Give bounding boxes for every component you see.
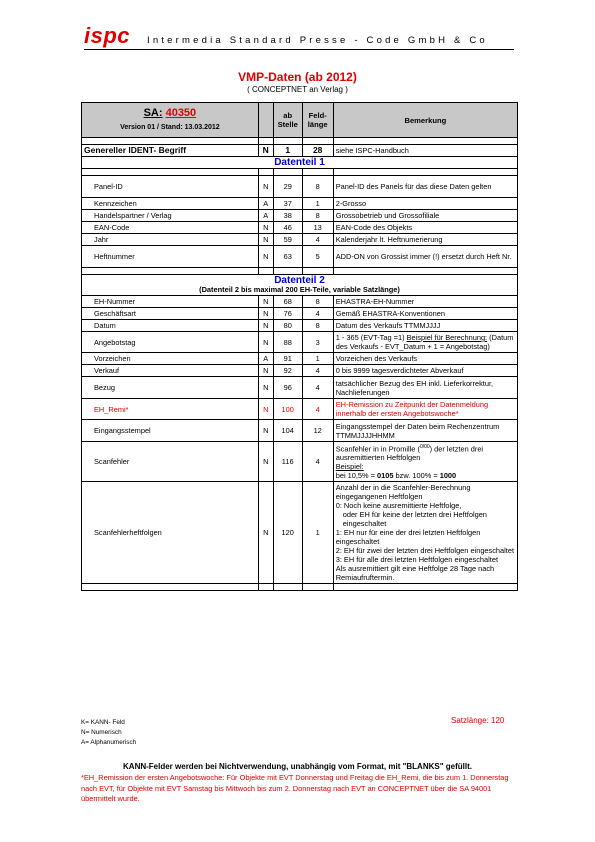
table-row: Verkauf N 92 4 0 bis 9999 tagesverdichteter Abverkauf — [82, 365, 518, 377]
sa-cell — [82, 103, 259, 138]
table-row: Vorzeichen A 91 1 Vorzeichen des Verkaufs — [82, 353, 518, 365]
table-row: Geschäftsart N 76 4 Gemäß EHASTRA-Konventionen — [82, 308, 518, 320]
table-row: Scanfehlerheftfolgen N 120 1 Anzahl der in die Scanfehler-Berechnung eingegangenen Heftfolgen 0: Noch keine ausremittierte Heftfolge, oder EH für keine der letzten drei Heftfolgen eingeschaltet 1: EH nur für eine der drei letzten Heftfolgen eingeschaltet 2: EH für zwei der letzten drei Heftfolgen eingeschaltet 3: EH für alle drei letzten Heftfolgen eingeschaltet Als ausremittiert gilt eine Heftfolge 28 Tage nach Remiaufruftermin. — [82, 482, 518, 584]
table-row: EH_Remi* N 100 4 EH-Remission zu Zeitpunkt der Datenmeldung innerhalb der ersten Angebotswoche* — [82, 399, 518, 420]
table-row: EAN-Code N 46 13 EAN-Code des Objekts — [82, 222, 518, 234]
ispc-logo: ispc — [84, 23, 131, 48]
table-row: Panel-ID N 29 8 Panel-ID des Panels für das diese Daten gelten — [82, 176, 518, 198]
remission-footnote: *EH_Remission der ersten Angebotswoche: Für Objekte mit EVT Donnerstag und Freitag die EH_Remi, die bis zum 1. Donnerstag nach EVT, für Objekte mit EVT Samstag bis Mittwoch bis zum 2. Donnerstag nach EVT an CONCEPTNET über die SA 94001 übermittelt wurde. — [81, 773, 509, 803]
sa-number: 40350 — [165, 106, 197, 119]
table-row: Genereller IDENT- Begriff N 1 28 siehe ISPC-Handbuch — [82, 145, 518, 157]
sa-version: Version 01 / Stand: 13.03.2012 — [120, 123, 220, 131]
table-row: EH-Nummer N 68 8 EHASTRA-EH-Nummer — [82, 296, 518, 308]
record-layout-table — [81, 102, 518, 591]
table-row: Angebotstag N 88 3 1 - 365 (EVT-Tag =1) Beispiel für Berechnung: (Datum des Verkaufs - EVT_Datum + 1 = Angebotstag) — [82, 332, 518, 353]
table-row: Heftnummer N 63 5 ADD-ON von Grossist immer (!) ersetzt durch Heft Nr. — [82, 246, 518, 268]
table-row: Jahr N 59 4 Kalenderjahr lt. Heftnumerierung — [82, 234, 518, 246]
table-row: Handelspartner / Verlag A 38 8 Grossobetrieb und Grossofiliale — [82, 210, 518, 222]
table-row: Kennzeichen A 37 1 2-Grosso — [82, 198, 518, 210]
page-header — [84, 25, 514, 51]
table-row: Scanfehler N 116 4 Scanfehler in in Promille ($^{0/00}$) der letzten drei ausremittierten Heftfolgen Beispiel: bei 10,5% = 0105 bzw. 100% = 1000 — [82, 442, 518, 482]
legend: K= KANN- Feld N= Numerisch A= Alphanumerisch — [81, 719, 137, 746]
document-subtitle: ( CONCEPTNET an Verlag ) — [247, 85, 348, 94]
table-row: Datum N 80 8 Datum des Verkaufs TTMMJJJJ — [82, 320, 518, 332]
company-name: Intermedia Standard Presse - Code GmbH & Co — [147, 35, 488, 46]
table-row: Bezug N 96 4 tatsächlicher Bezug des EH inkl. Lieferkorrektur, Nachlieferungen — [82, 377, 518, 399]
section-header: Datenteil 2 (Datenteil 2 bis maximal 200 EH-Teile, variable Satzlänge) — [82, 275, 518, 296]
document-title: VMP-Daten (ab 2012) — [238, 70, 357, 84]
section-header: Datenteil 1 — [82, 157, 518, 169]
table-header-row — [82, 103, 518, 138]
header-divider — [84, 49, 514, 50]
record-length: Satzlänge: 120 — [451, 716, 505, 725]
col-bemerkung: Bemerkung — [333, 103, 517, 138]
table-row: Eingangsstempel N 104 12 Eingangsstempel der Daten beim Rechenzentrum TTMMJJJJHHMM — [82, 420, 518, 442]
col-ab-stelle: ab Stelle — [273, 103, 302, 138]
sa-label: SA: — [143, 106, 163, 119]
blanks-note: KANN-Felder werden bei Nichtverwendung, unabhängig vom Format, mit "BLANKS" gefüllt. — [123, 762, 472, 771]
col-feldlaenge: Feld- länge — [302, 103, 333, 138]
